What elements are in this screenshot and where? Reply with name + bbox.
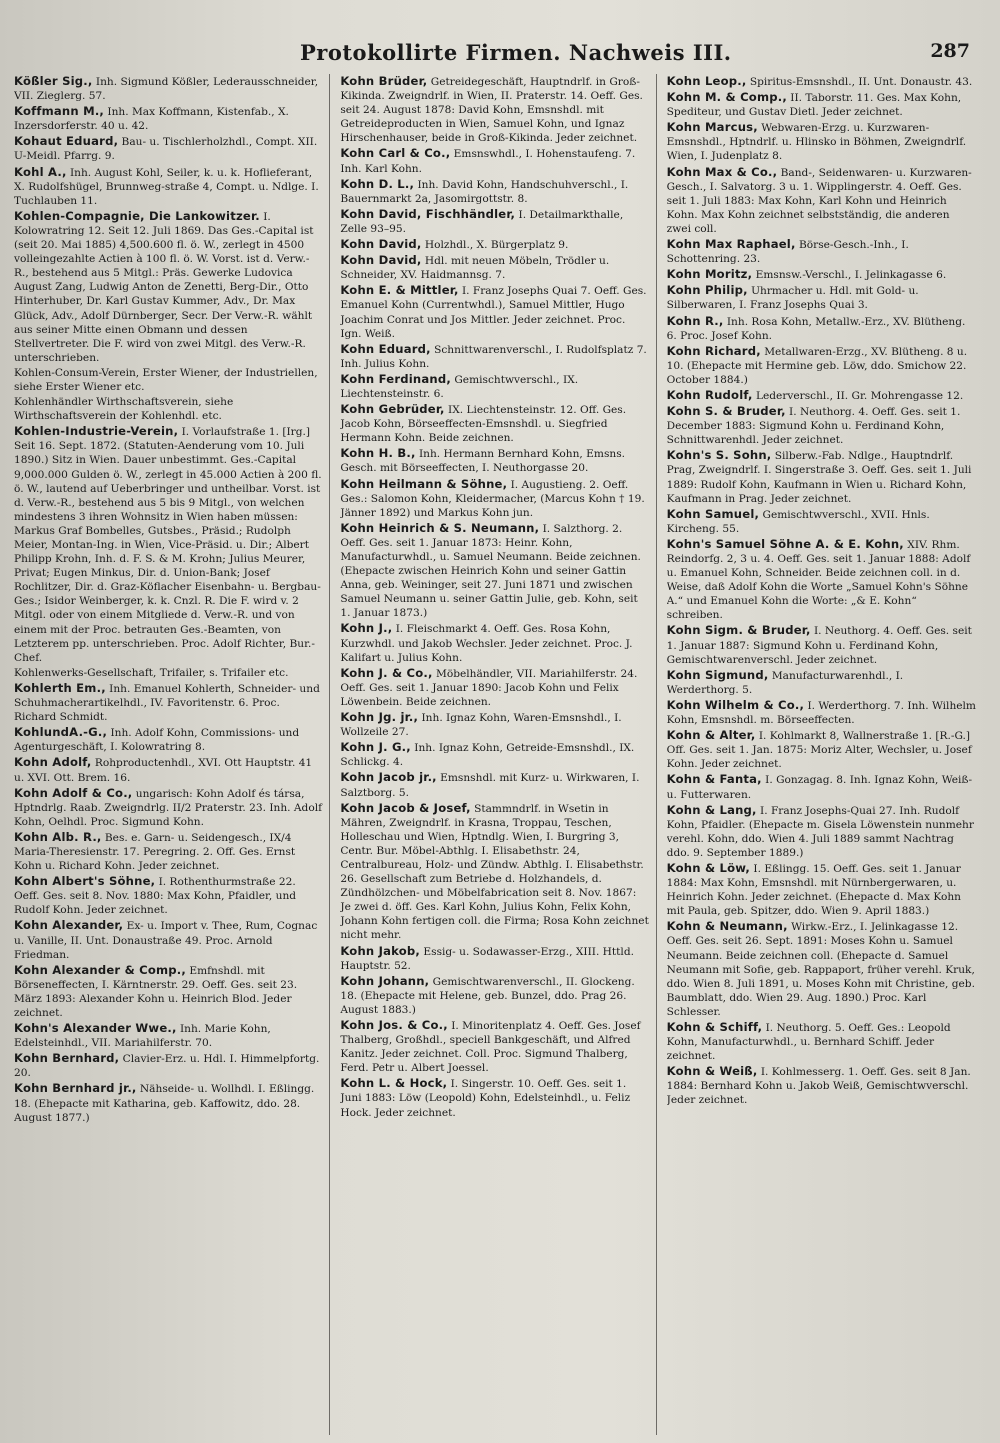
directory-entry bbox=[340, 74, 649, 145]
directory-entry bbox=[340, 146, 649, 175]
firm-details: Uhrmacher u. Hdl. mit Gold- u. Silberwaren, I. Franz Josephs Quai 3. bbox=[666, 285, 919, 312]
firm-name: Kohn David, Fischhändler, bbox=[340, 206, 516, 221]
firm-details: I. Augustieng. 2. Oeff. Ges.: Salomon Kohn, Kleidermacher, (Marcus Kohn † 19. Jänner 1892) und Markus Kohn jun. bbox=[340, 478, 645, 519]
firm-details: I. Fleischmarkt 4. Oeff. Ges. Rosa Kohn, Kurzwhdl. und Jakob Wechsler. Jeder zeichnet. Proc. J. Kalifart u. Julius Kohn. bbox=[340, 623, 633, 664]
firm-details: Kohlenwerks-Gesellschaft, Trifailer, s. Trifailer etc. bbox=[14, 666, 289, 679]
firm-name: KohlundA.-G., bbox=[14, 725, 108, 740]
firm-details: I. Eßlingg. 15. Oeff. Ges. seit 1. Januar 1884: Max Kohn, Emsnshdl. mit Nürnbergerwaren, u. Heinrich Kohn. Jeder zeichnet. (Ehepacte d. Max Kohn mit Paula, geb. Spitzer, ddo. Wien 9. April 1883.) bbox=[666, 862, 961, 918]
directory-entry bbox=[667, 344, 976, 387]
firm-details: I. Kohlmesserg. 1. Oeff. Ges. seit 8 Jan. 1884: Bernhard Kohn u. Jakob Weiß, Gemischtwverschl. Jeder zeichnet. bbox=[666, 1066, 971, 1107]
firm-name: Kohn Wilhelm & Co., bbox=[666, 697, 805, 712]
firm-name: Kohn Eduard, bbox=[340, 341, 431, 356]
directory-entry bbox=[340, 253, 649, 282]
firm-details: Inh. Emanuel Kohlerth, Schneider- und Schuhmacherartikelhdl., IV. Favoritenstr. 6. Proc. Richard Schmidt. bbox=[14, 682, 320, 724]
directory-entry bbox=[667, 698, 976, 727]
firm-name: Kohn Heilmann & Söhne, bbox=[340, 476, 508, 491]
firm-details: Wirkw.-Erz., I. Jelinkagasse 12. Oeff. Ges. seit 26. Sept. 1891: Moses Kohn u. Samuel Neumann. Beide zeichnen coll. (Ehepacte d. Samuel Neumann mit Sofie, geb. Rappaport, früher verehl. Kruk, ddo. Wien 8. Juli 1891, u. Moses Kohn mit Christine, geb. Baumblatt, ddo. Wien 29. Aug. 1890.) Proc. Karl Schlesser. bbox=[666, 921, 975, 1018]
firm-name: Kohn Moritz, bbox=[666, 267, 753, 282]
firm-details: I. Franz Josephs Quai 7. Oeff. Ges. Emanuel Kohn (Currentwhdl.), Samuel Mittler, Hugo Joachim Conrat und Jos Mittler. Jeder zeichnet. Proc. Ign. Weiß. bbox=[340, 285, 647, 340]
firm-name: Kohn Bernhard, bbox=[14, 1051, 120, 1066]
firm-details: Gemischtwarenverschl., II. Glockeng. 18. (Ehepacte mit Helene, geb. Bunzel, ddo. Prag 26. August 1883.) bbox=[340, 975, 635, 1016]
directory-entry bbox=[14, 666, 323, 680]
column-left bbox=[14, 74, 330, 1435]
firm-name: Kohl A., bbox=[14, 164, 67, 179]
firm-details: Inh. Ignaz Kohn, Getreide-Emsnshdl., IX. Schlickg. 4. bbox=[340, 742, 635, 769]
firm-name: Kohn Samuel, bbox=[666, 506, 760, 521]
firm-name: Kohn & Lang, bbox=[666, 802, 757, 817]
firm-details: I. Neuthorg. 4. Oeff. Ges. seit 1. December 1883: Sigmund Kohn u. Ferdinand Kohn, Schnittwarenhdl. Jeder zeichnet. bbox=[666, 406, 961, 447]
directory-entry bbox=[340, 621, 649, 664]
firm-details: I. Kohlmarkt 8, Wallnerstraße 1. [R.-G.] Off. Ges. seit 1. Jan. 1875: Moriz Alter, Wechsler, u. Josef Kohn. Jeder zeichnet. bbox=[666, 730, 972, 771]
directory-entry bbox=[667, 507, 976, 536]
firm-name: Kohn Gebrüder, bbox=[340, 402, 445, 417]
firm-details: Möbelhändler, VII. Mariahilferstr. 24. Oeff. Ges. seit 1. Januar 1890: Jacob Kohn und Felix Löwenbein. Beide zeichnen. bbox=[340, 667, 638, 708]
firm-details: Emfnshdl. mit Börseneffecten, I. Kärntnerstr. 29. Oeff. Ges. seit 23. März 1893: Alexander Kohn u. Heinrich Blod. Jeder zeichnet. bbox=[14, 964, 298, 1019]
firm-name: Kohn & Weiß, bbox=[666, 1064, 758, 1079]
firm-name: Kohlen-Compagnie, Die Lankowitzer. bbox=[14, 208, 260, 223]
firm-name: Kohn Sigm. & Bruder, bbox=[666, 623, 811, 638]
firm-details: Gemischtwverschl., IX. Liechtensteinstr. 6. bbox=[340, 373, 579, 400]
directory-entry bbox=[340, 740, 649, 769]
directory-entry bbox=[667, 237, 976, 266]
firm-details: Inh. August Kohl, Seiler, k. u. k. Hoflieferant, X. Rudolfshügel, Brunnweg-straße 4, Compt. u. Ndlge. I. Tuchlauben 11. bbox=[14, 166, 319, 207]
firm-details: Schnittwarenverschl., I. Rudolfsplatz 7. Inh. Julius Kohn. bbox=[340, 343, 647, 370]
firm-name: Kohn & Alter, bbox=[666, 728, 756, 743]
firm-details: XIV. Rhm. Reindorfg. 2, 3 u. 4. Oeff. Ges. seit 1. Januar 1888: Adolf u. Emanuel Kohn, Schneider. Beide zeichnen coll. in d. Weise, daß Adolf Kohn die Worte „Samuel Kohn's Söhne A.“ und Emanuel Kohn die Worte: „& E. Kohn“ schreiben. bbox=[666, 538, 971, 622]
directory-entry bbox=[667, 404, 976, 447]
directory-entry bbox=[340, 770, 649, 799]
firm-name: Kohn S. & Bruder, bbox=[666, 404, 786, 419]
firm-details: Kohlenhändler Wirthschaftsverein, siehe Wirthschaftsverein der Kohlenhdl. etc. bbox=[14, 396, 234, 423]
directory-entry bbox=[667, 120, 976, 163]
firm-details: Manufacturwarenhdl., I. Werderthorg. 5. bbox=[666, 669, 904, 696]
firm-details: Essig- u. Sodawasser-Erzg., XIII. Httld. Hauptstr. 52. bbox=[340, 945, 634, 972]
firm-details: Stammndrlf. in Wsetin in Mähren, Zweigndrlf. in Krasna, Troppau, Teschen, Holleschau und Wien, Hptndlg. Wien, I. Burgring 3, Centr. Bur. Möbel-Abthlg. I. Elisabethstr. 24, Centralbureau, Holz- und Zündw. Abthlg. I. Elisabethstr. 26. Gesellschaft zum Betriebe d. Holzhandels, d. Zündhölzchen- und Möbelfabrication seit 8. Nov. 1867: Je zwei d. öff. Ges. Karl Kohn, Julius Kohn, Felix Kohn, Johann Kohn fertigen coll. die Firma; Rosa Kohn zeichnet nicht mehr. bbox=[340, 802, 649, 942]
firm-details: Inh. Ignaz Kohn, Waren-Emsnshdl., I. Wollzeile 27. bbox=[340, 712, 622, 739]
directory-entry bbox=[14, 209, 323, 365]
running-title: Protokollirte Firmen. Nachweis III. bbox=[300, 40, 732, 65]
directory-entry bbox=[667, 919, 976, 1019]
firm-details: Bau- u. Tischlerholzhdl., Compt. XII. U-Meidl. Pfarrg. 9. bbox=[14, 136, 318, 163]
firm-details: IX. Liechtensteinstr. 12. Off. Ges. Jacob Kohn, Börseeffecten-Emsnshdl. u. Siegfried Hermann Kohn. Beide zeichnen. bbox=[340, 404, 627, 445]
firm-details: I. Franz Josephs-Quai 27. Inh. Rudolf Kohn, Pfaidler. (Ehepacte m. Gisela Löwenstein nunmehr verehl. Kohn, ddo. Wien 4. Juli 1889 sammt Nachtrag ddo. 9. September 1889.) bbox=[666, 804, 974, 859]
firm-details: I. Neuthorg. 5. Oeff. Ges.: Leopold Kohn, Manufacturwhdl., u. Bernhard Schiff. Jeder zeichnet. bbox=[666, 1022, 951, 1063]
directory-entry bbox=[667, 772, 976, 801]
firm-name: Kohn & Neumann, bbox=[666, 919, 788, 934]
directory-entry bbox=[667, 1064, 976, 1107]
firm-details: I. Minoritenplatz 4. Oeff. Ges. Josef Thalberg, Großhdl., speciell Bankgeschäft, und Alfred Kanitz. Jeder zeichnet. Coll. Proc. Sigmund Thalberg, Ferd. Petr u. Albert Joessel. bbox=[340, 1020, 641, 1075]
directory-entry bbox=[667, 1020, 976, 1063]
directory-entry bbox=[14, 786, 323, 829]
column-middle bbox=[340, 74, 656, 1435]
directory-entry bbox=[14, 918, 323, 961]
directory-entry bbox=[340, 342, 649, 371]
firm-name: Koffmann M., bbox=[14, 104, 105, 119]
page-header bbox=[300, 40, 970, 68]
firm-details: II. Taborstr. 11. Ges. Max Kohn, Spediteur, und Gustav Dietl. Jeder zeichnet. bbox=[666, 92, 962, 119]
firm-details: Nähseide- u. Wollhdl. I. Eßlingg. 18. (Ehepacte mit Katharina, geb. Kaffowitz, ddo. 28. August 1877.) bbox=[14, 1083, 315, 1124]
firm-details: I. Rothenthurmstraße 22. Oeff. Ges. seit 8. Nov. 1880: Max Kohn, Pfaidler, und Rudolf Kohn. Jeder zeichnet. bbox=[14, 876, 297, 917]
directory-entry bbox=[340, 446, 649, 475]
firm-name: Kohn Alexander, bbox=[14, 918, 124, 933]
firm-name: Kohn Alb. R., bbox=[14, 829, 102, 844]
firm-name: Kohn Johann, bbox=[340, 973, 430, 988]
directory-entry bbox=[667, 623, 976, 666]
directory-entry bbox=[667, 90, 976, 119]
firm-details: Inh. Sigmund Kößler, Lederausschneider, VII. Zieglerg. 57. bbox=[14, 76, 319, 103]
firm-name: Kohn Brüder, bbox=[340, 74, 428, 88]
columns bbox=[14, 74, 982, 1435]
firm-name: Kohn & Fanta, bbox=[666, 772, 762, 787]
directory-entry bbox=[340, 207, 649, 236]
firm-name: Kohn Carl & Co., bbox=[340, 146, 451, 161]
directory-entry bbox=[14, 725, 323, 754]
directory-entry bbox=[340, 402, 649, 445]
firm-name: Kohn's Samuel Söhne A. & E. Kohn, bbox=[666, 536, 904, 551]
firm-details: Lederverschl., II. Gr. Mohrengasse 12. bbox=[752, 389, 964, 402]
firm-details: Silberw.-Fab. Ndlge., Hauptndrlf. Prag, Zweigndrlf. I. Singerstraße 3. Oeff. Ges. seit 1. Juli 1889: Rudolf Kohn, Kaufmann in Wien u. Richard Kohn, Kaufmann in Prag. Jeder zeichnet. bbox=[666, 450, 972, 505]
firm-name: Kohn Marcus, bbox=[666, 120, 758, 135]
directory-entry bbox=[14, 830, 323, 873]
directory-entry bbox=[667, 668, 976, 697]
firm-details: Hdl. mit neuen Möbeln, Trödler u. Schneider, XV. Haidmannsg. 7. bbox=[340, 255, 610, 282]
page-number: 287 bbox=[930, 40, 970, 62]
directory-entry bbox=[340, 237, 649, 252]
directory-entry bbox=[340, 521, 649, 621]
directory-entry bbox=[340, 666, 649, 709]
firm-details: Emsnshdl. mit Kurz- u. Wirkwaren, I. Salztborg. 5. bbox=[340, 772, 640, 799]
firm-name: Kohn Heinrich & S. Neumann, bbox=[340, 520, 540, 535]
firm-name: Kohn Max & Co., bbox=[666, 164, 778, 179]
firm-details: I. Singerstr. 10. Oeff. Ges. seit 1. Juni 1883: Löw (Leopold) Kohn, Edelsteinhdl., u. Feliz Hock. Jeder zeichnet. bbox=[340, 1078, 631, 1119]
firm-details: I. Werderthorg. 7. Inh. Wilhelm Kohn, Emsnshdl. m. Börseeffecten. bbox=[666, 699, 976, 727]
firm-details: Metallwaren-Erzg., XV. Blütheng. 8 u. 10. (Ehepacte mit Hermine geb. Löw, ddo. Smichow 22. October 1884.) bbox=[666, 345, 968, 386]
directory-entry bbox=[340, 177, 649, 206]
firm-name: Kohaut Eduard, bbox=[14, 134, 119, 149]
firm-details: Emsnsw.-Verschl., I. Jelinkagasse 6. bbox=[752, 269, 947, 282]
firm-name: Kohn's Alexander Wwe., bbox=[14, 1021, 177, 1036]
directory-entry bbox=[340, 944, 649, 973]
firm-name: Kohn Jacob & Josef, bbox=[340, 800, 471, 815]
directory-entry bbox=[14, 1021, 323, 1050]
firm-name: Kohn L. & Hock, bbox=[340, 1076, 448, 1091]
directory-entry bbox=[667, 728, 976, 771]
firm-details: Inh. Marie Kohn, Edelsteinhdl., VII. Mariahilferstr. 70. bbox=[14, 1023, 271, 1050]
directory-entry bbox=[667, 165, 976, 236]
directory-entry bbox=[667, 314, 976, 343]
directory-entry bbox=[14, 366, 323, 394]
directory-entry bbox=[14, 1081, 323, 1124]
firm-name: Kohn Jacob jr., bbox=[340, 770, 437, 785]
directory-entry bbox=[14, 1051, 323, 1080]
directory-entry bbox=[14, 395, 323, 423]
directory-entry bbox=[14, 755, 323, 784]
directory-entry bbox=[667, 861, 976, 918]
firm-details: Holzhdl., X. Bürgerplatz 9. bbox=[421, 239, 569, 252]
firm-details: I. Neuthorg. 4. Oeff. Ges. seit 1. Januar 1887: Sigmund Kohn u. Ferdinand Kohn, Gemischtwarenverschl. Jeder zeichnet. bbox=[666, 625, 972, 666]
directory-entry bbox=[14, 681, 323, 724]
directory-entry bbox=[667, 283, 976, 312]
firm-details: I. Kolowratring 12. Seit 12. Juli 1869. Das Ges.-Capital ist (seit 20. Mai 1885) 4,500.600 fl. ö. W., zerlegt in 4500 volleingezahlte Actien à 100 fl. ö. W. Vorst. ist d. Verw.-R., bestehend aus 5 Mitgl.: Präs. Gewerke Ludovica August Zang, Ludwig Anton de Zenetti, Berg-Dir., Otto Hinterhuber, Dr. Karl Gustav Kummer, Adv., Dr. Max Glück, Adv., Adolf Dürnberger, Secr. Der Verw.-R. wählt aus seiner Mitte einen Obmann und dessen Stellvertreter. Die F. wird von zwei Mitgl. des Verw.-R. unterschrieben. bbox=[14, 210, 314, 364]
firm-name: Kohn Richard, bbox=[666, 343, 761, 358]
firm-details: Clavier-Erz. u. Hdl. I. Himmelpfortg. 20. bbox=[14, 1053, 320, 1080]
firm-name: Kohn Philip, bbox=[666, 283, 748, 298]
firm-name: Kohn D. L., bbox=[340, 176, 415, 191]
firm-details: Band-, Seidenwaren- u. Kurzwaren-Gesch., I. Salvatorg. 3 u. 1. Wipplingerstr. 4. Oeff. Ges. seit 1. Juli 1883: Max Kohn, Karl Kohn und Heinrich Kohn. Max Kohn zeichnet selbstständig, die anderen zwei coll. bbox=[666, 166, 972, 235]
firm-details: Bes. e. Garn- u. Seidengesch., IX/4 Maria-Theresienstr. 17. Peregring. 2. Off. Ges. Ernst Kohn u. Richard Kohn. Jeder zeichnet. bbox=[14, 831, 296, 873]
firm-name: Kohn H. B., bbox=[340, 446, 416, 461]
firm-details: Gemischtwverschl., XVII. Hnls. Kircheng. 55. bbox=[666, 508, 930, 535]
firm-name: Kohn & Löw, bbox=[666, 860, 751, 875]
firm-details: Inh. Hermann Bernhard Kohn, Emsns. Gesch. mit Börseeffecten, I. Neuthorgasse 20. bbox=[340, 448, 626, 475]
directory-entry bbox=[14, 874, 323, 917]
firm-details: Kohlen-Consum-Verein, Erster Wiener, der Industriellen, siehe Erster Wiener etc. bbox=[14, 366, 318, 393]
firm-name: Kohn J., bbox=[340, 621, 393, 636]
firm-name: Kohlen-Industrie-Verein, bbox=[14, 424, 179, 439]
firm-details: Getreidegeschäft, Hauptndrlf. in Groß-Kikinda. Zweigndrlf. in Wien, II. Praterstr. 14. Oeff. Ges. seit 24. August 1878: David Kohn, Emsnshdl. mit Getreideproducten in Wien, Samuel Kohn, und Ignaz Hirschenhauser, beide in Groß-Kikinda. Jeder zeichnet. bbox=[340, 76, 643, 145]
directory-entry bbox=[340, 801, 649, 943]
firm-details: Emsnswhdl., I. Hohenstaufeng. 7. Inh. Karl Kohn. bbox=[340, 148, 636, 175]
firm-name: Kohn's S. Sohn, bbox=[666, 448, 772, 463]
firm-name: Kohn Leop., bbox=[666, 74, 747, 88]
directory-entry bbox=[340, 477, 649, 520]
firm-name: Kohn Adolf & Co., bbox=[14, 785, 133, 800]
firm-details: Börse-Gesch.-Inh., I. Schottenring. 23. bbox=[666, 239, 909, 266]
firm-details: ungarisch: Kohn Adolf és társa, Hptndrlg. Raab. Zweigndrlg. II/2 Praterstr. 23. Inh. Adolf Kohn, Oelhdl. Proc. Sigmund Kohn. bbox=[14, 787, 323, 828]
firm-details: Webwaren-Erzg. u. Kurzwaren-Emsnshdl., Hptndrlf. u. Hlinsko in Böhmen, Zweigndrlf. Wien, I. Judenplatz 8. bbox=[666, 122, 967, 163]
firm-details: I. Detailmarkthalle, Zelle 93–95. bbox=[340, 208, 624, 235]
directory-entry bbox=[340, 710, 649, 739]
firm-details: I. Gonzagag. 8. Inh. Ignaz Kohn, Weiß- u. Futterwaren. bbox=[666, 774, 973, 801]
firm-details: I. Vorlaufstraße 1. [Irg.] Seit 16. Sept. 1872. (Statuten-Aenderung vom 10. Juli 1890.) Sitz in Wien. Dauer unbestimmt. Ges.-Capital 9,000.000 Gulden ö. W., zerlegt in 45.000 Actien à 200 fl. ö. W., lautend auf Ueberbringer und untheilbar. Vorst. ist d. Verw.-R., bestehend aus 5 bis 9 Mitgl., von welchen mindestens 3 ihren Wohnsitz in Wien haben müssen: Markus Graf Bombelles, Gutsbes., Präsid.; Rudolph Meier, Montan-Ing. in Wien, Vice-Präsid. u. Dir.; Albert Philipp Krohn, Inh. d. F. S. & M. Krohn; Julius Meurer, Privat; Eugen Minkus, Dir. d. Union-Bank; Josef Rochlitzer, Dir. d. Graz-Köflacher Eisenbahn- u. Bergbau-Ges.; Isidor Weinberger, k. k. Cnzl. R. Die F. wird v. 2 Mitgl. oder von einem Mitgliede d. Verw.-R. und von einem mit der Proc. betrauten Ges.-Beamten, von Letzterem pp. unterschrieben. Proc. Adolf Richter, Bur.-Chef. bbox=[14, 426, 322, 664]
directory-entry bbox=[14, 74, 323, 103]
directory-entry bbox=[667, 388, 976, 403]
directory-entry bbox=[340, 283, 649, 340]
firm-name: Kohn Jg. jr., bbox=[340, 710, 419, 725]
directory-entry bbox=[667, 448, 976, 505]
directory-entry bbox=[667, 74, 976, 89]
directory-entry bbox=[14, 165, 323, 208]
firm-details: Spiritus-Emsnshdl., II. Unt. Donaustr. 43. bbox=[746, 76, 973, 88]
firm-name: Kohn R., bbox=[666, 313, 724, 328]
directory-entry bbox=[14, 424, 323, 665]
column-right bbox=[667, 74, 982, 1435]
firm-name: Kohn Jakob, bbox=[340, 943, 421, 958]
firm-name: Kohn Rudolf, bbox=[666, 387, 753, 402]
directory-entry bbox=[14, 963, 323, 1020]
firm-name: Kohn & Schiff, bbox=[666, 1020, 763, 1034]
firm-name: Kohn Jos. & Co., bbox=[340, 1018, 448, 1032]
directory-entry bbox=[14, 134, 323, 163]
firm-name: Kohn E. & Mittler, bbox=[340, 283, 459, 298]
firm-name: Kohn Sigmund, bbox=[666, 667, 769, 682]
directory-entry bbox=[340, 1018, 649, 1075]
firm-name: Kohn David, bbox=[340, 237, 422, 252]
firm-name: Kohn Adolf, bbox=[14, 755, 92, 770]
firm-name: Kohlerth Em., bbox=[14, 680, 106, 695]
firm-details: Inh. Adolf Kohn, Commissions- und Agenturgeschäft, I. Kolowratring 8. bbox=[14, 727, 300, 754]
firm-details: Inh. Rosa Kohn, Metallw.-Erz., XV. Blütheng. 6. Proc. Josef Kohn. bbox=[666, 315, 966, 342]
firm-name: Kohn Max Raphael, bbox=[666, 237, 796, 252]
firm-name: Kohn Ferdinand, bbox=[340, 371, 451, 386]
firm-details: Ex- u. Import v. Thee, Rum, Cognac u. Vanille, II. Unt. Donaustraße 49. Proc. Arnold Friedman. bbox=[14, 920, 318, 961]
directory-entry bbox=[340, 1076, 649, 1119]
firm-name: Kohn David, bbox=[340, 253, 422, 268]
directory-entry bbox=[667, 537, 976, 623]
directory-entry bbox=[340, 372, 649, 401]
firm-name: Kohn J. G., bbox=[340, 740, 411, 755]
directory-entry bbox=[14, 104, 323, 133]
directory-entry bbox=[340, 974, 649, 1017]
firm-name: Kohn Albert's Söhne, bbox=[14, 874, 156, 889]
firm-details: Rohproductenhdl., XVI. Ott Hauptstr. 41 u. XVI. Ott. Brem. 16. bbox=[14, 757, 313, 784]
firm-name: Kohn J. & Co., bbox=[340, 665, 433, 680]
firm-details: I. Salzthorg. 2. Oeff. Ges. seit 1. Januar 1873: Heinr. Kohn, Manufacturwhdl., u. Samuel Neumann. Beide zeichnen. (Ehepacte zwischen Heinrich Kohn und seiner Gattin Anna, geb. Weininger, seit 27. Juni 1871 und zwischen Samuel Neumann u. seiner Gattin Julie, geb. Kohn, seit 1. Januar 1873.) bbox=[340, 522, 641, 620]
firm-name: Kößler Sig., bbox=[14, 74, 93, 88]
firm-name: Kohn Alexander & Comp., bbox=[14, 962, 186, 977]
directory-entry bbox=[667, 267, 976, 282]
firm-details: Inh. David Kohn, Handschuhverschl., I. Bauernmarkt 2a, Jasomirgottstr. 8. bbox=[340, 178, 629, 205]
firm-name: Kohn Bernhard jr., bbox=[14, 1081, 137, 1096]
firm-details: Inh. Max Koffmann, Kistenfab., X. Inzersdorferstr. 40 u. 42. bbox=[14, 106, 289, 133]
firm-name: Kohn M. & Comp., bbox=[666, 90, 787, 105]
directory-entry bbox=[667, 803, 976, 860]
